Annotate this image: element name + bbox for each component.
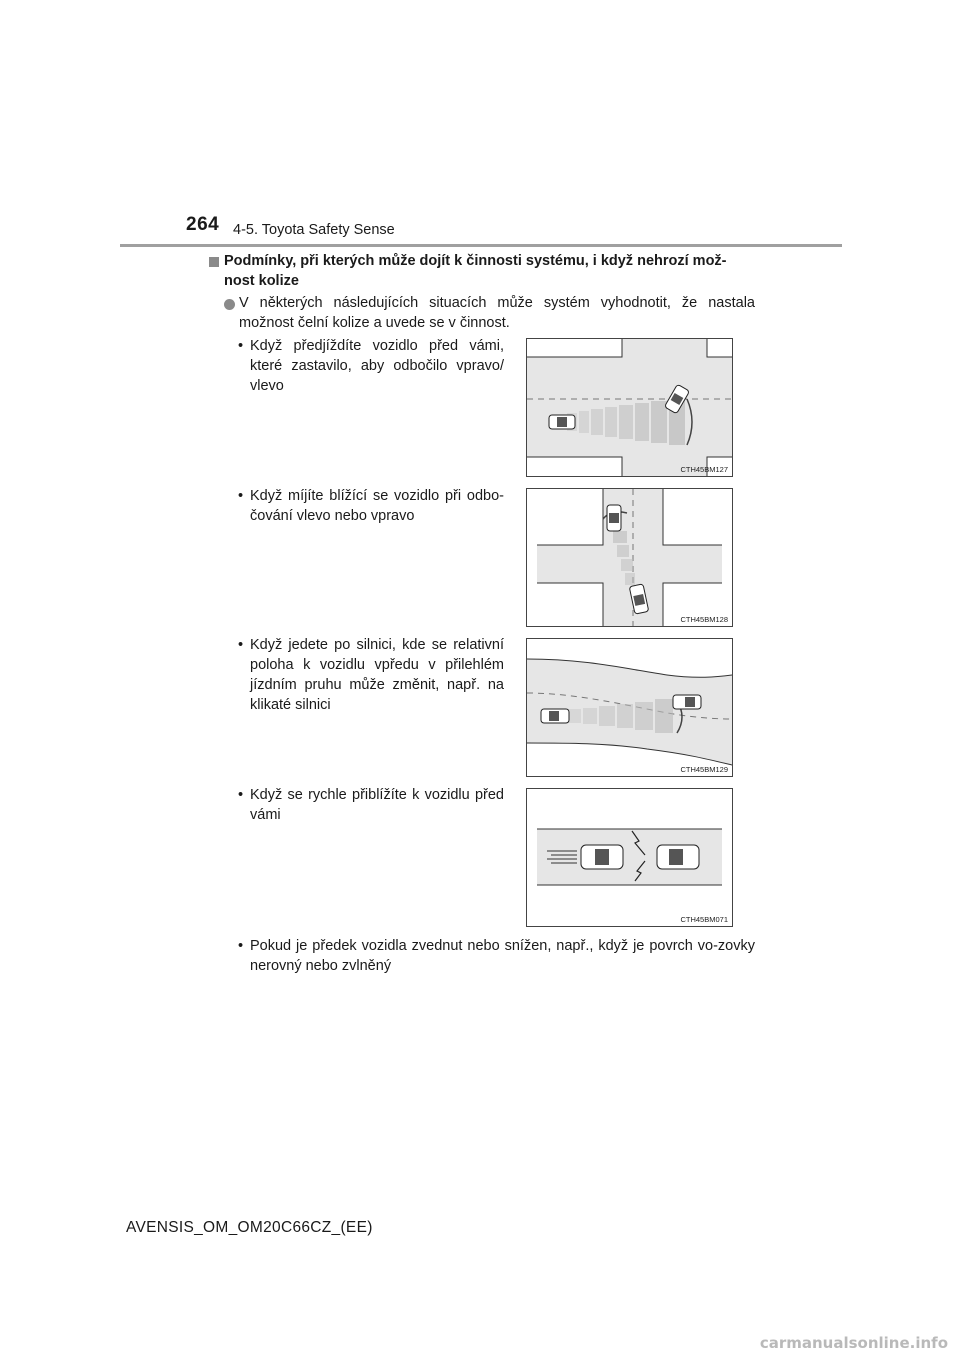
list-item: [238, 486, 504, 526]
list-item: [238, 635, 504, 715]
figure-winding-road: [526, 638, 733, 777]
intro-paragraph: V některých následujících situacích může systém vyhodnotit, že nastala možnost čelní kolize a uvede se v činnost.: [239, 295, 755, 331]
page-number: 264: [186, 214, 220, 235]
illustration-winding-road: [527, 639, 732, 776]
list-item-text: Když předjíždíte vozidlo před vámi, které zastavilo, aby odbočilo vpravo/ vlevo: [250, 338, 504, 394]
bullet-dot-icon: •: [238, 637, 244, 653]
illustration-crossroad: [527, 489, 732, 626]
list-item-text: Pokud je předek vozidla zvednut nebo snížen, např., když je povrch vo-zovky nerovný nebo zvlněný: [250, 938, 755, 974]
bullet-dot-icon: •: [238, 338, 244, 354]
figure-overtaking-turning: [526, 338, 733, 477]
figure-passing-oncoming: [526, 488, 733, 627]
figure-code: CTH45BM128: [680, 615, 728, 624]
list-item-text: Když míjíte blížící se vozidlo při odbo-čování vlevo nebo vpravo: [250, 488, 504, 524]
header-rule: [120, 244, 842, 247]
section-heading: Podmínky, při kterých může dojít k činnosti systému, i když nehrozí mož-nost kolize: [224, 253, 727, 289]
heading-square-icon: [209, 257, 219, 267]
bullet-dot-icon: •: [238, 787, 244, 803]
list-item: [238, 336, 504, 396]
list-item: [238, 936, 755, 976]
footer-document-id: AVENSIS_OM_OM20C66CZ_(EE): [126, 1219, 373, 1236]
list-item: [238, 785, 504, 825]
bullet-dot-icon: •: [238, 488, 244, 504]
bullet-dot-icon: •: [238, 938, 244, 954]
figure-rapid-approach: [526, 788, 733, 927]
watermark: carmanualsonline.info: [759, 1334, 948, 1352]
figure-code: CTH45BM071: [680, 915, 728, 924]
bullet-circle-icon: [224, 299, 235, 310]
list-item-text: Když jedete po silnici, kde se relativní poloha k vozidlu vpředu v přilehlém jízdním pruhu může změnit, např. na klikaté silnici: [250, 637, 504, 713]
figure-code: CTH45BM127: [680, 465, 728, 474]
illustration-intersection: [527, 339, 732, 476]
figure-code: CTH45BM129: [680, 765, 728, 774]
illustration-straight-road: [527, 789, 732, 926]
section-title: 4-5. Toyota Safety Sense: [233, 222, 395, 238]
list-item-text: Když se rychle přiblížíte k vozidlu před vámi: [250, 787, 504, 823]
